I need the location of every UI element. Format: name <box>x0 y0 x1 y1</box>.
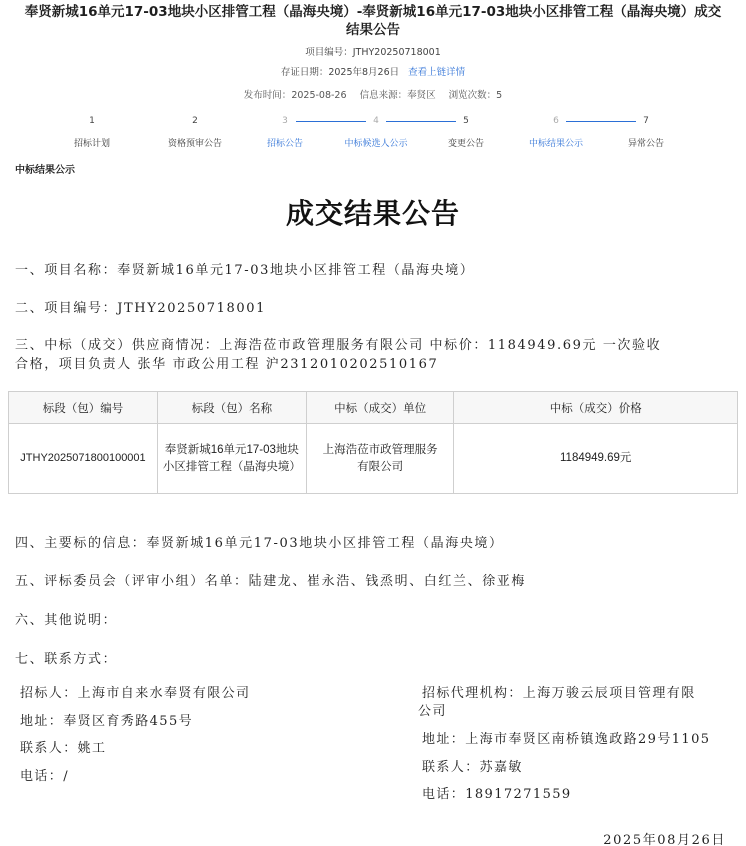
step-label: 异常公告 <box>627 139 664 149</box>
views-label: 浏览次数： <box>448 90 497 101</box>
step-number: 2 <box>192 116 198 126</box>
item-main-subject: 四、主要标的信息：奉贤新城16单元17-03地块小区排管工程（晶海央境） <box>15 536 504 551</box>
contact-right-agent <box>418 685 696 721</box>
document-title: 成交结果公告 <box>285 197 460 230</box>
step-number: 6 <box>553 116 559 126</box>
step-label: 招标公告 <box>266 139 303 149</box>
header-title-line1: 奉贤新城16单元17-03地块小区排管工程（晶海央境）-奉贤新城16单元17-03地块小区排管工程（晶海央境）成交 <box>24 4 722 20</box>
step-number: 1 <box>89 116 95 126</box>
header-title-line2: 结果公告 <box>346 22 400 38</box>
contact-left-tenderer: 招标人：上海市自来水奉贤有限公司 <box>20 686 251 701</box>
contact-left-phone: 电话：/ <box>20 769 69 784</box>
project-no-value: JTHY20250718001 <box>352 47 441 58</box>
item-other-notes: 六、其他说明： <box>15 613 118 628</box>
supplier-info-line1: 三、中标（成交）供应商情况：上海浩莅市政管理服务有限公司 中标价：1184949.69元 一次验收 <box>15 338 662 353</box>
store-date-label: 存证日期： <box>280 67 329 78</box>
step-number: 3 <box>282 116 288 126</box>
header-lot-name: 标段（包）名称 <box>157 392 306 424</box>
item-contact-heading: 七、联系方式： <box>15 652 118 667</box>
section-label: 中标结果公示 <box>15 165 75 176</box>
step-label: 中标结果公示 <box>528 139 583 149</box>
table-row <box>9 424 738 494</box>
notice-header-title <box>20 3 726 39</box>
header-winner: 中标（成交）单位 <box>306 392 454 424</box>
publish-time-value: 2025-08-26 <box>291 90 347 101</box>
header-price: 中标（成交）价格 <box>454 392 738 424</box>
process-steps <box>0 114 746 154</box>
step-bid-plan[interactable] <box>47 114 137 149</box>
cell-price: 1184949.69元 <box>454 424 738 494</box>
cell-lot-number: JTHY2025071800100001 <box>9 424 158 494</box>
document-date: 2025年08月26日 <box>603 833 726 846</box>
agent-line2: 公司 <box>418 704 447 719</box>
item-project-number: 二、项目编号：JTHY20250718001 <box>15 301 266 316</box>
item-supplier-info <box>15 336 740 374</box>
contact-left-person: 联系人：姚工 <box>20 741 107 756</box>
store-date-value: 2025年8月26日 <box>328 67 400 78</box>
views-value: 5 <box>496 90 503 101</box>
item-committee: 五、评标委员会（评审小组）名单：陆建龙、崔永浩、钱烝明、白红兰、徐亚梅 <box>15 574 527 589</box>
step-tender-notice[interactable] <box>240 114 330 149</box>
store-date-row <box>0 64 746 78</box>
header-lot-number: 标段（包）编号 <box>9 392 158 424</box>
step-label: 资格预审公告 <box>167 139 222 149</box>
cell-lot-name: 奉贤新城16单元17-03地块小区排管工程（晶海央境） <box>157 424 306 494</box>
table-header-row <box>9 392 738 424</box>
step-change-notice[interactable] <box>421 114 511 149</box>
publish-info-row <box>0 87 746 101</box>
item-project-name: 一、项目名称：奉贤新城16单元17-03地块小区排管工程（晶海央境） <box>15 263 475 278</box>
step-candidate-notice[interactable] <box>331 114 421 149</box>
step-label: 中标候选人公示 <box>344 139 408 149</box>
cell-winner: 上海浩莅市政管理服务有限公司 <box>306 424 454 494</box>
contact-left-address: 地址：奉贤区育秀路455号 <box>20 714 194 729</box>
step-exception-notice[interactable] <box>601 114 691 149</box>
result-table <box>8 391 738 494</box>
publish-time-label: 发布时间： <box>243 90 292 101</box>
project-no-label: 项目编号： <box>305 47 353 58</box>
step-label: 变更公告 <box>447 139 484 149</box>
step-number: 4 <box>373 116 379 126</box>
step-prequalification[interactable] <box>150 114 240 149</box>
contact-right-phone: 电话：18917271559 <box>422 787 572 802</box>
supplier-info-line2: 合格，项目负责人 张华 市政公用工程 沪2312010202510167 <box>15 357 439 372</box>
source-label: 信息来源： <box>359 90 408 101</box>
contact-right-address: 地址：上海市奉贤区南桥镇逸政路29号1105 <box>422 732 711 747</box>
chain-detail-link[interactable]: 查看上链详情 <box>408 67 466 78</box>
contact-right-person: 联系人：苏嘉敏 <box>422 760 523 775</box>
step-number: 5 <box>463 116 469 126</box>
source-value: 奉贤区 <box>407 90 436 101</box>
step-label: 招标计划 <box>73 139 110 149</box>
agent-line1: 招标代理机构：上海万骏云辰项目管理有限 <box>422 686 696 701</box>
step-result-notice[interactable] <box>511 114 601 149</box>
project-number-row <box>0 44 746 58</box>
step-number: 7 <box>643 116 649 126</box>
